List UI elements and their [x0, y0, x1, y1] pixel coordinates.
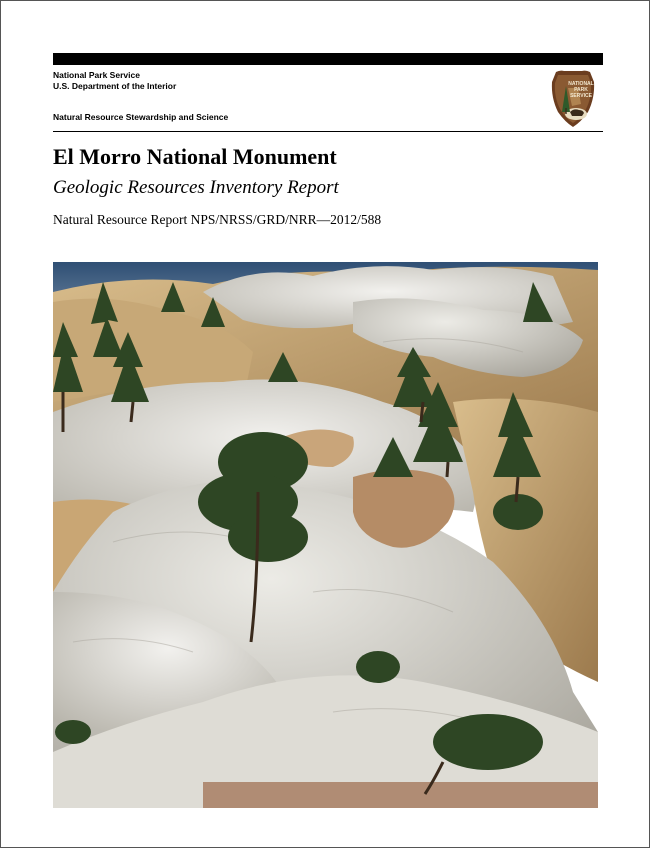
nps-arrowhead-logo-icon: [548, 68, 598, 128]
report-number: Natural Resource Report NPS/NRSS/GRD/NRR—2012/588: [53, 212, 382, 227]
logo-text-park: PARK: [574, 87, 588, 93]
logo-text-national: NATIONAL: [568, 81, 594, 87]
agency-name: National Park Service: [53, 70, 140, 80]
program-name: Natural Resource Stewardship and Science: [53, 112, 229, 122]
logo-text-service: SERVICE: [570, 93, 592, 99]
header-rule: [53, 131, 603, 132]
department-name: U.S. Department of the Interior: [53, 81, 177, 91]
cover-photo-image: [53, 262, 598, 808]
report-subtitle: Geologic Resources Inventory Report: [53, 177, 339, 198]
report-title: El Morro National Monument: [53, 144, 337, 169]
cover-photo: [53, 262, 598, 808]
header-black-bar: [53, 53, 603, 65]
agency-block: [53, 70, 176, 92]
